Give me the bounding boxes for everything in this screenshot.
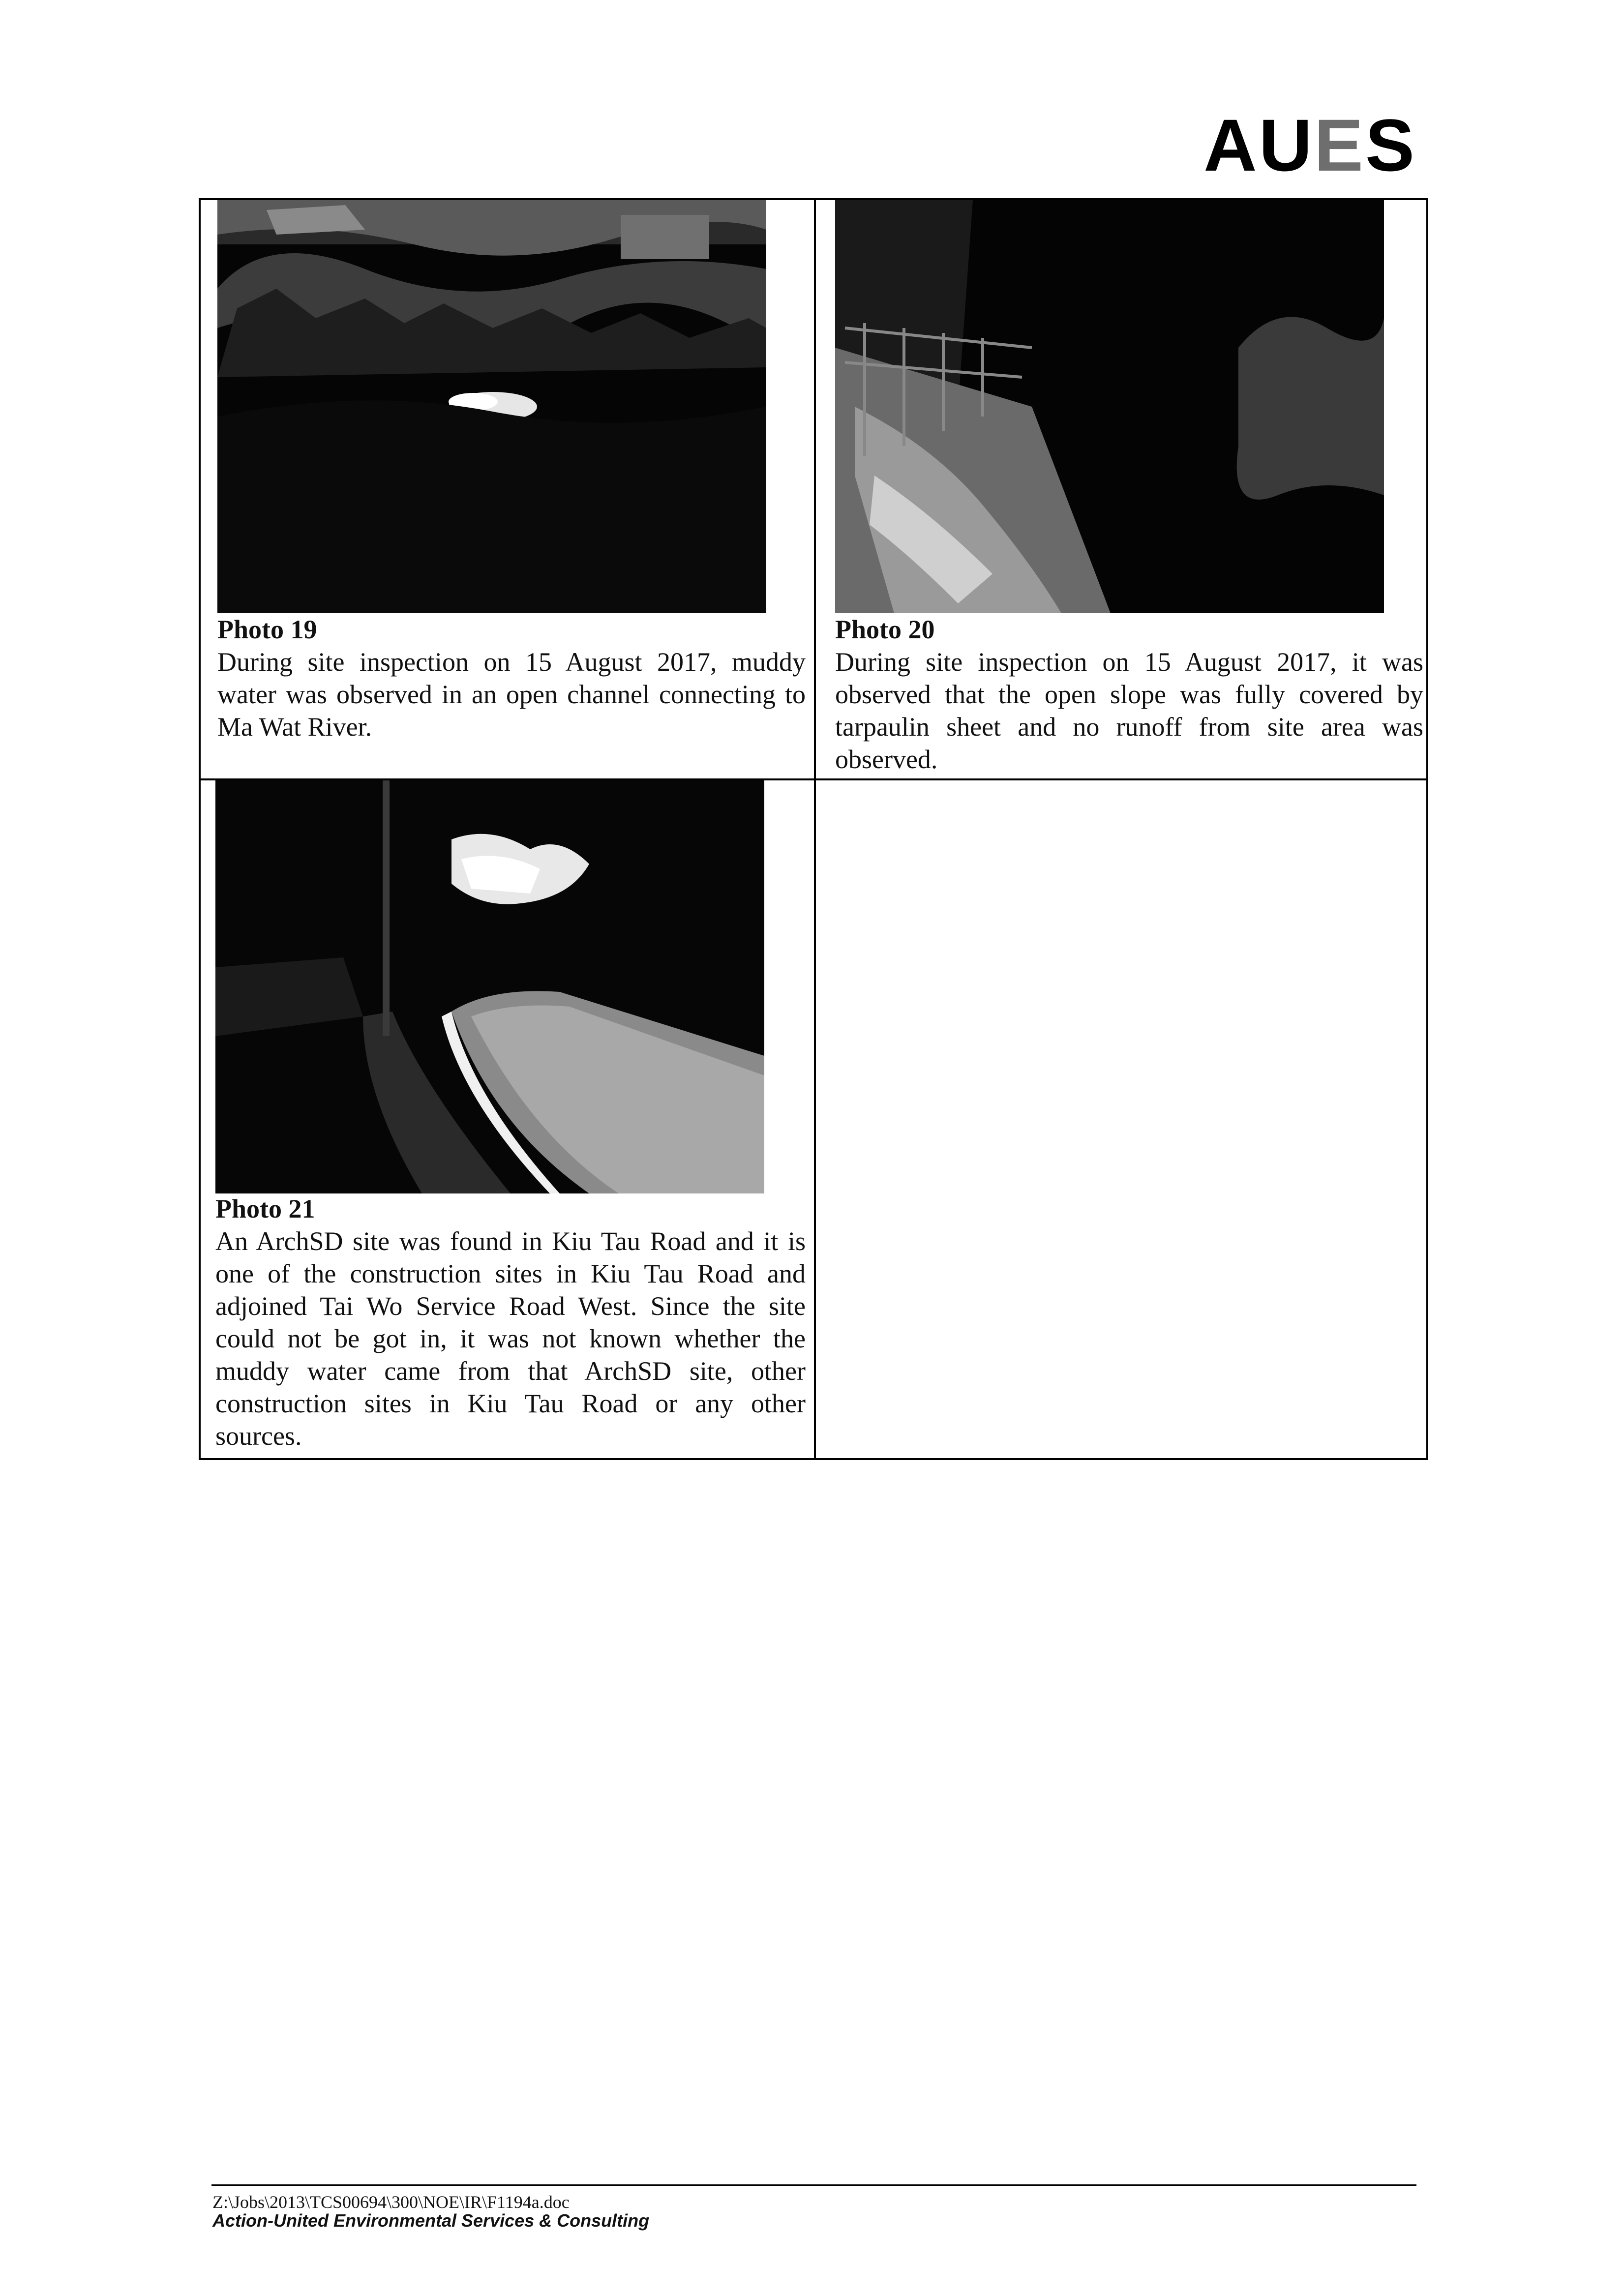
footer-divider bbox=[211, 2184, 1416, 2186]
photo-19-caption bbox=[217, 613, 806, 743]
photo-20-description: During site inspection on 15 August 2017, it was observed that the open slope was fully covered by tarpaulin sheet and no runoff from site area was observed. bbox=[835, 647, 1423, 774]
photo-20-title: Photo 20 bbox=[835, 615, 935, 644]
footer-file-path: Z:\Jobs\2013\TCS00694\300\NOE\IR\F1194a.doc bbox=[212, 2192, 570, 2212]
photo-19-title: Photo 19 bbox=[217, 615, 317, 644]
footer-company-name: Action-United Environmental Services & Consulting bbox=[212, 2210, 650, 2231]
photo-21-image bbox=[215, 780, 764, 1193]
logo-text-end: S bbox=[1365, 104, 1416, 186]
photo-21-title: Photo 21 bbox=[215, 1194, 315, 1223]
photo-20-caption bbox=[835, 613, 1423, 775]
logo-text-shaded: E bbox=[1314, 104, 1365, 186]
photo-20-image bbox=[835, 200, 1384, 613]
photo-19-description: During site inspection on 15 August 2017, muddy water was observed in an open channel connecting to Ma Wat River. bbox=[217, 647, 806, 742]
photo-record-table bbox=[199, 198, 1428, 1460]
company-logo bbox=[1190, 104, 1416, 186]
photo-21-description: An ArchSD site was found in Kiu Tau Road and it is one of the construction sites in Kiu Tau Road and adjoined Tai Wo Service Road West. Since the site could not be got in, it was not known whether the muddy water came from that ArchSD site, other construction sites in Kiu Tau Road or any other sources. bbox=[215, 1226, 806, 1451]
logo-text-main: AU bbox=[1203, 104, 1314, 186]
empty-cell bbox=[816, 780, 1428, 1460]
photo-21-caption bbox=[215, 1193, 806, 1452]
photo-19-image bbox=[217, 200, 766, 613]
